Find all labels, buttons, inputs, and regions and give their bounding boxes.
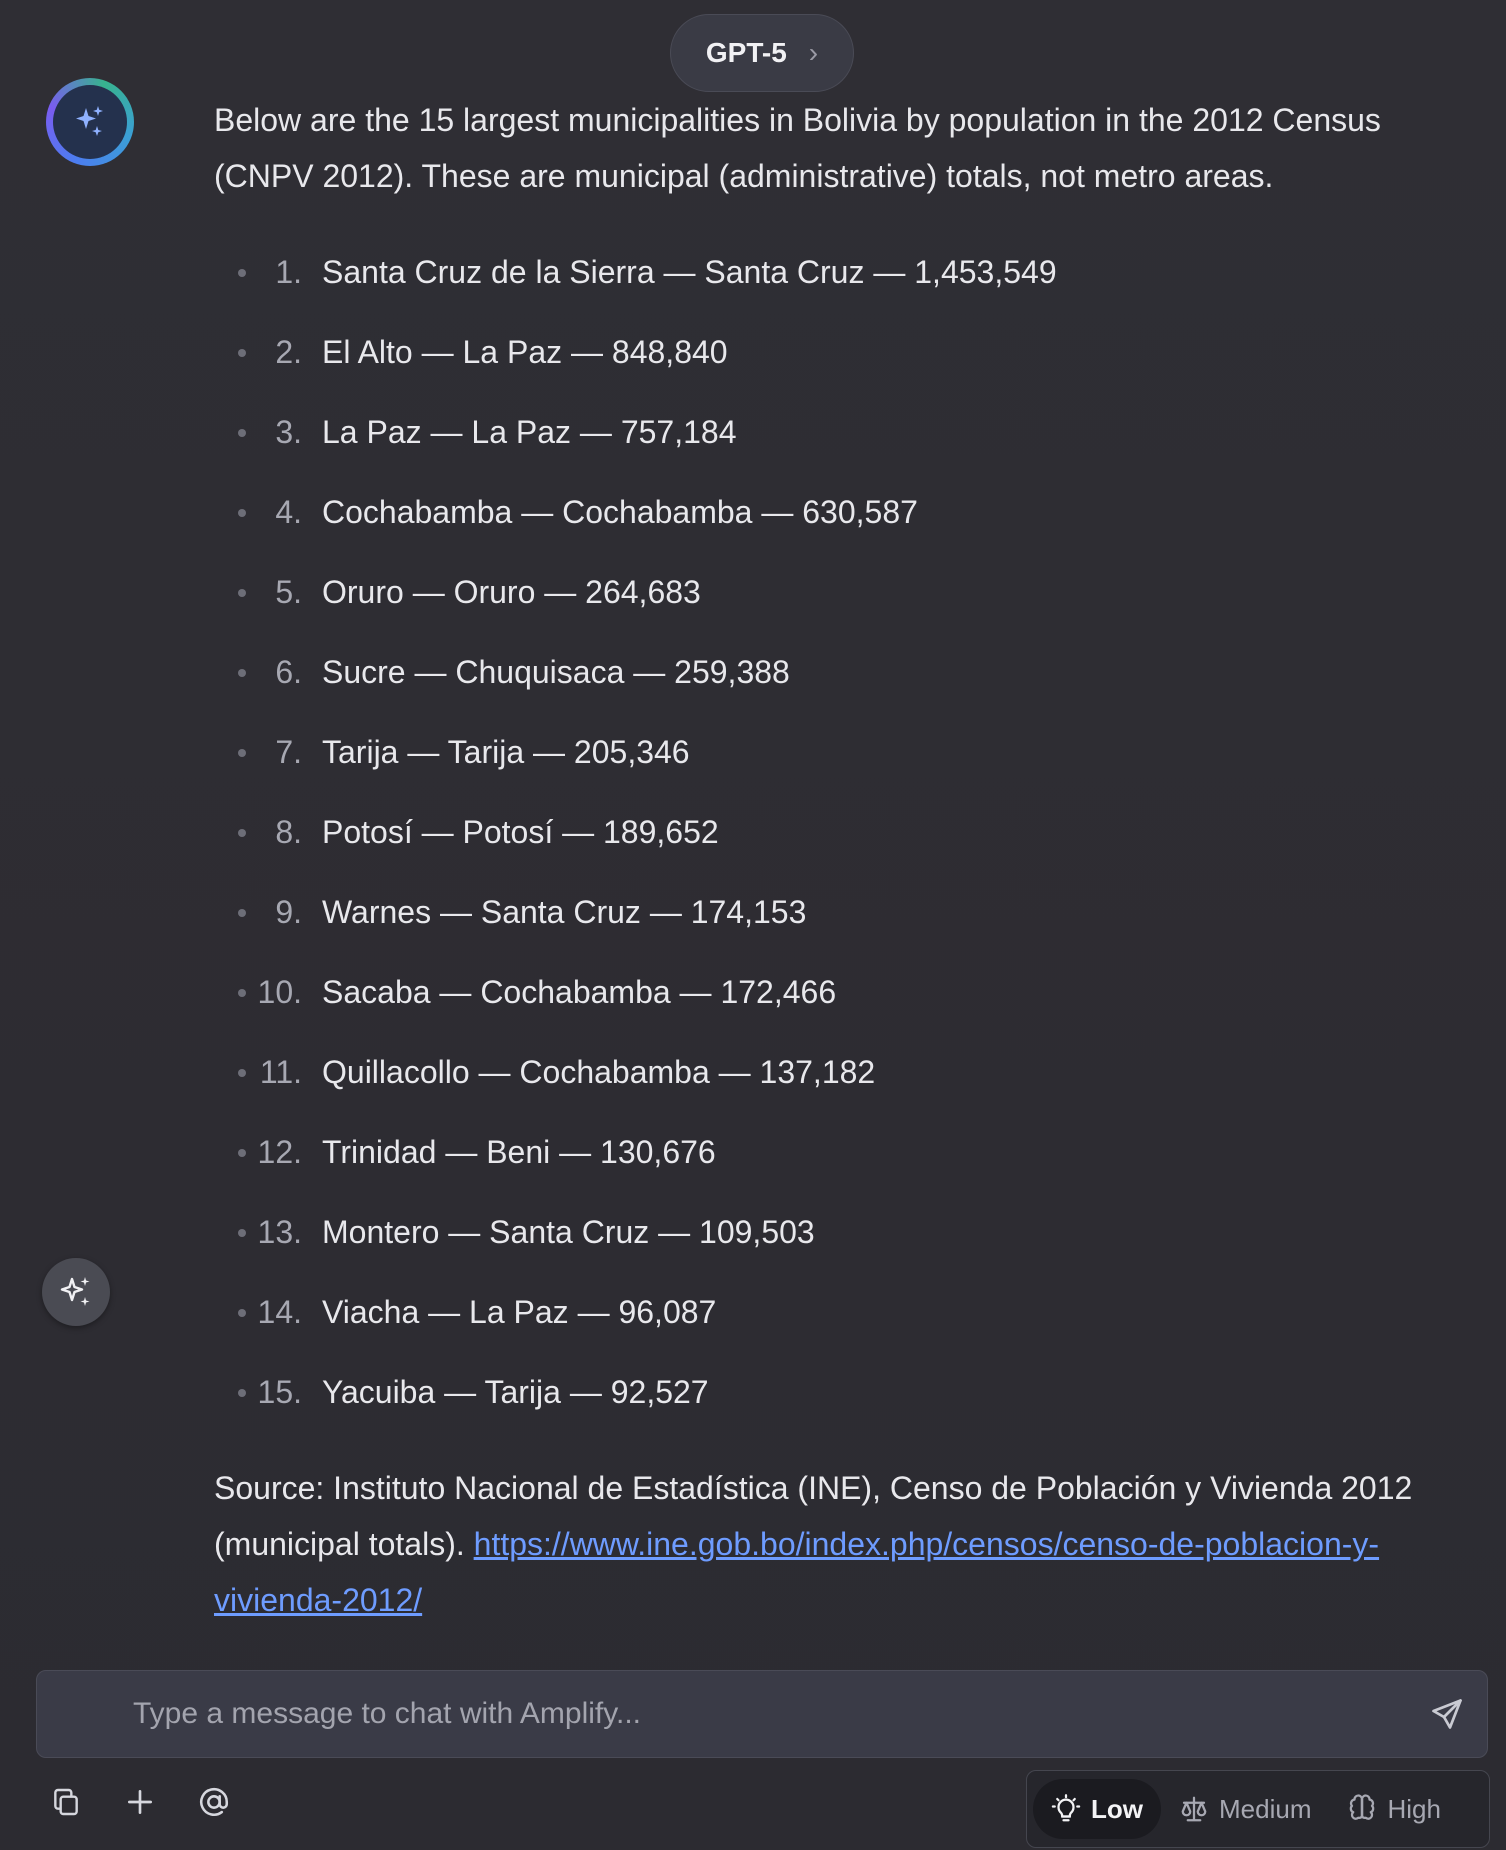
list-item-text: Quillacollo — Cochabamba — 137,182 <box>322 1053 876 1090</box>
effort-low-option[interactable] <box>1033 1779 1161 1839</box>
bullet <box>238 1389 246 1397</box>
message-input[interactable] <box>37 1671 1407 1757</box>
copy-button[interactable] <box>44 1780 88 1824</box>
bullet <box>238 1149 246 1157</box>
model-label: GPT-5 <box>705 37 787 68</box>
list-item-number: 2. <box>275 333 302 370</box>
lightbulb-icon <box>1051 1794 1081 1824</box>
bullet <box>238 829 246 837</box>
chevron-right-icon: › <box>808 37 819 68</box>
assistant-message <box>214 92 1484 1628</box>
effort-high-option[interactable] <box>1329 1779 1458 1839</box>
bullet <box>238 589 246 597</box>
bullet <box>238 429 246 437</box>
list-item <box>214 472 1484 552</box>
model-selector[interactable] <box>670 14 854 92</box>
list-item <box>214 1032 1484 1112</box>
effort-medium-label: Medium <box>1219 1793 1312 1824</box>
sparkles-icon <box>53 85 127 159</box>
source-text: Source: Instituto Nacional de Estadística (INE), Censo de Población y Vivienda 2012 (municipal totals). <box>214 1470 1413 1562</box>
bullet <box>238 1069 246 1077</box>
list-item-number: 4. <box>275 493 302 530</box>
list-item <box>214 392 1484 472</box>
bullet <box>238 509 246 517</box>
ai-action-button[interactable] <box>42 1258 110 1326</box>
bullet <box>238 1309 246 1317</box>
list-item <box>214 872 1484 952</box>
list-item-number: 1. <box>275 253 302 290</box>
list-item <box>214 712 1484 792</box>
sparkles-icon <box>56 1272 96 1312</box>
list-item <box>214 312 1484 392</box>
bullet <box>238 909 246 917</box>
list-item <box>214 1112 1484 1192</box>
brain-icon <box>1347 1794 1377 1824</box>
source-link[interactable]: https://www.ine.gob.bo/index.php/censos/censo-de-poblacion-y-vivienda-2012/ <box>214 1526 1380 1618</box>
effort-high-label: High <box>1387 1793 1441 1824</box>
message-intro: Below are the 15 largest municipalities in Bolivia by population in the 2012 Census (CNPV 2012). These are municipal (administrative) totals, not metro areas. <box>214 102 1381 194</box>
list-item <box>214 232 1484 312</box>
plus-icon <box>124 1786 156 1818</box>
copy-icon <box>50 1786 82 1818</box>
list-item-text: El Alto — La Paz — 848,840 <box>322 333 728 370</box>
message-composer <box>36 1670 1488 1758</box>
list-item <box>214 632 1484 712</box>
list-item-text: Yacuiba — Tarija — 92,527 <box>322 1373 709 1410</box>
list-item-text: Cochabamba — Cochabamba — 630,587 <box>322 493 918 530</box>
bullet <box>238 749 246 757</box>
list-item-number: 11. <box>259 1053 302 1090</box>
list-item-number: 15. <box>257 1373 302 1410</box>
list-item-number: 9. <box>275 893 302 930</box>
list-item-text: Viacha — La Paz — 96,087 <box>322 1293 717 1330</box>
send-button[interactable] <box>1407 1670 1487 1758</box>
list-item-text: Santa Cruz de la Sierra — Santa Cruz — 1,453,549 <box>322 253 1057 290</box>
list-item-number: 10. <box>257 973 302 1010</box>
bullet <box>238 669 246 677</box>
list-item-text: Sacaba — Cochabamba — 172,466 <box>322 973 837 1010</box>
list-item-text: Montero — Santa Cruz — 109,503 <box>322 1213 815 1250</box>
effort-medium-option[interactable] <box>1161 1779 1329 1839</box>
list-item-text: Oruro — Oruro — 264,683 <box>322 573 701 610</box>
list-item <box>214 1192 1484 1272</box>
add-button[interactable] <box>118 1780 162 1824</box>
list-item-text: Potosí — Potosí — 189,652 <box>322 813 719 850</box>
list-item-number: 5. <box>275 573 302 610</box>
list-item <box>214 1272 1484 1352</box>
list-item-text: Tarija — Tarija — 205,346 <box>322 733 690 770</box>
list-item-number: 14. <box>257 1293 302 1330</box>
composer-toolbar <box>44 1780 236 1824</box>
list-item-text: Trinidad — Beni — 130,676 <box>322 1133 716 1170</box>
list-item <box>214 952 1484 1032</box>
at-icon <box>197 1785 231 1819</box>
list-item-text: Sucre — Chuquisaca — 259,388 <box>322 653 790 690</box>
message-source <box>214 1460 1484 1628</box>
list-item-number: 8. <box>275 813 302 850</box>
bullet <box>238 269 246 277</box>
list-item-text: La Paz — La Paz — 757,184 <box>322 413 737 450</box>
municipality-list <box>214 232 1484 1432</box>
bullet <box>238 1229 246 1237</box>
list-item-text: Warnes — Santa Cruz — 174,153 <box>322 893 807 930</box>
list-item <box>214 792 1484 872</box>
bullet <box>238 989 246 997</box>
list-item-number: 6. <box>275 653 302 690</box>
assistant-avatar <box>46 78 134 166</box>
list-item <box>214 1352 1484 1432</box>
mention-button[interactable] <box>192 1780 236 1824</box>
send-icon <box>1429 1696 1465 1732</box>
scale-icon <box>1179 1794 1209 1824</box>
bullet <box>238 349 246 357</box>
list-item-number: 12. <box>257 1133 302 1170</box>
reasoning-effort-selector <box>1026 1770 1490 1848</box>
list-item-number: 13. <box>257 1213 302 1250</box>
list-item-number: 3. <box>275 413 302 450</box>
list-item-number: 7. <box>275 733 302 770</box>
effort-low-label: Low <box>1091 1793 1143 1824</box>
list-item <box>214 552 1484 632</box>
